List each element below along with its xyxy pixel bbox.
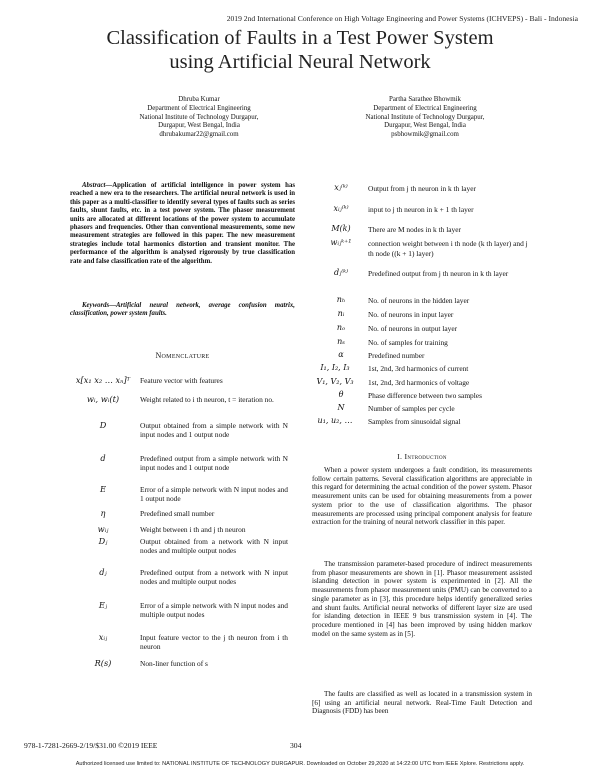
- symbol-entry: nₛ: [337, 337, 345, 346]
- symbol-entry: M(k): [331, 224, 351, 233]
- symbol-definition: Predefined output from j th neuron in k th layer: [368, 269, 509, 278]
- author-email: dhrubakumar22@gmail.com: [159, 131, 239, 139]
- author-inst: National Institute of Technology Durgapur,: [139, 113, 259, 121]
- symbol-definition: connection weight between i th node (k th layer) and j th node ((k + 1) layer): [368, 239, 528, 258]
- nomenclature-symbol: η: [100, 508, 106, 518]
- symbol-definition: Predefined number: [368, 351, 425, 360]
- symbol-definition: No. of neurons in output layer: [368, 324, 458, 333]
- author-dept: Department of Electrical Engineering: [147, 104, 251, 112]
- author-dept: Department of Electrical Engineering: [373, 104, 477, 112]
- symbol-entry: xⱼ⁽ᵏ⁾: [334, 183, 348, 192]
- author-email: psbhowmik@gmail.com: [391, 131, 459, 139]
- section-heading-introduction: I. Introduction: [397, 452, 447, 461]
- nomenclature-symbol: E: [100, 484, 106, 494]
- conference-header: 2019 2nd International Conference on High Voltage Engineering and Power Systems (ICHVEPS) - Bali - Indonesia: [226, 14, 578, 23]
- author-block-2: [310, 96, 540, 140]
- author-name: Partha Sarathee Bhowmik: [389, 96, 461, 103]
- nomenclature-definition: Predefined output from a network with N input nodes and multiple output nodes: [140, 568, 288, 586]
- abstract-text: Application of artificial intelligence in power system has reached a new era to the researchers. The artificial neural network is used in this paper as a multi-classifier to identify several types of faults such as series faults, shunt faults, etc. in a test power system. The phasor measurement units are allocated at different locations of the power system to accumulate phasors and frequencies. Other than conventional measurements, some new measurement strategies are followed in this paper. The new measurement strategies include total harmonics distortion and transient monitor. The performance of the algorithm is analysed rigorously by true classification rate and false classification rate of the algorithm.: [70, 182, 295, 265]
- symbol-definition: Output from j th neuron in k th layer: [368, 184, 476, 193]
- symbol-entry: V₁, V₂, V₃: [316, 377, 354, 386]
- symbol-definition: Number of samples per cycle: [368, 404, 455, 413]
- intro-paragraph-3: The faults are classified as well as located in a transmission system in [6] using an artificial neural network. Real-Time Fault Detection and Diagnosis (FDD) has been: [312, 690, 532, 716]
- symbol-entry: dⱼ⁽ᵏ⁾: [333, 268, 349, 277]
- intro-paragraph-1: When a power system undergoes a fault condition, its measurements follow certain patterns. Several classification algorithms are appreciable in this regard for determining the actual condition of the power system. Phasor measurement units can be used for obtaining measurements from a power system prior to the use of classification algorithms. The phasor measurements are processed using principal component analysis for feature extraction for the training of neural network classifier in this paper.: [312, 466, 532, 527]
- abstract-label: Abstract: [82, 182, 106, 189]
- title-line-2: using Artificial Neural Network: [169, 51, 431, 73]
- author-name: Dhruba Kumar: [178, 96, 220, 103]
- symbol-entry: xᵢⱼ⁽ᵏ⁾: [333, 204, 349, 213]
- symbol-definition: No. of neurons in the hidden layer: [368, 296, 470, 305]
- symbol-entry: θ: [338, 390, 344, 399]
- footer-isbn: 978-1-7281-2669-2/19/$31.00 ©2019 IEEE: [24, 741, 158, 750]
- paper-title: [0, 26, 600, 74]
- nomenclature-definition: Non-liner function of s: [140, 659, 208, 668]
- symbol-definition: No. of neurons in input layer: [368, 310, 454, 319]
- symbol-definition: There are M nodes in k th layer: [368, 225, 461, 234]
- nomenclature-definition: Error of a simple network with N input nodes and 1 output node: [140, 485, 288, 503]
- nomenclature-symbol: dⱼ: [99, 567, 107, 577]
- author-block-1: [84, 96, 314, 140]
- symbol-entry: wᵢⱼᵏ⁺¹: [330, 238, 352, 247]
- symbol-entry: nₒ: [336, 323, 346, 332]
- keywords: Keywords—Artificial neural network, average confusion matrix, classification, power system faults.: [70, 302, 295, 318]
- nomenclature-symbol: wᵢⱼ: [97, 524, 109, 534]
- nomenclature-definition: Feature vector with features: [140, 376, 223, 385]
- license-notice: Authorized licensed use limited to: NATIONAL INSTITUTE OF TECHNOLOGY DURGAPUR. Downloaded on October 29,2020 at 14:22:00 UTC from IEEE Xplore. Restrictions apply.: [75, 761, 525, 767]
- nomenclature-definition: Input feature vector to the j th neuron from i th neuron: [140, 633, 288, 651]
- nomenclature-heading: Nomenclature: [155, 351, 210, 360]
- nomenclature-symbol: Eⱼ: [98, 600, 108, 610]
- nomenclature-symbol: D: [99, 420, 107, 430]
- keywords-text: Artificial neural network, average confusion matrix, classification, power system faults.: [70, 302, 295, 318]
- nomenclature-definition: Weight related to i th neuron, t = iteration no.: [140, 395, 274, 404]
- author-city: Durgapur, West Bengal, India: [158, 122, 240, 130]
- symbol-definition: Phase difference between two samples: [368, 391, 482, 400]
- symbol-definition: 1st, 2nd, 3rd harmonics of current: [368, 364, 469, 373]
- abstract: Abstract—Application of artificial intelligence in power system has reached a new era to the researchers. The artificial neural network is used in this paper as a multi-classifier to identify several types of faults such as series faults, shunt faults, etc. in a test power system. The phasor measurement units are allocated at different locations of the power system to accumulate phasors and frequencies. Other than conventional measurements, some new measurement strategies are followed in this paper. The new measurement strategies include total harmonics distortion and transient monitor. The performance of the algorithm is analysed rigorously by true classification rate and false classification rate of the algorithm.: [70, 182, 295, 265]
- symbol-definition: No. of samples for training: [368, 338, 448, 347]
- nomenclature-symbol: R(s): [94, 658, 112, 668]
- symbol-definition: 1st, 2nd, 3rd harmonics of voltage: [368, 378, 470, 387]
- symbol-entry: u₁, u₂, …: [317, 416, 353, 425]
- nomenclature-definition: Predefined small number: [140, 509, 215, 518]
- title-line-1: Classification of Faults in a Test Power System: [106, 27, 494, 49]
- nomenclature-definition: Weight between i th and j th neuron: [140, 525, 246, 534]
- nomenclature-definition: Predefined output from a simple network with N input nodes and 1 output node: [140, 454, 288, 472]
- symbol-entry: N: [337, 403, 345, 412]
- nomenclature-definition: Output obtained from a network with N input nodes and multiple output nodes: [140, 537, 288, 555]
- symbol-entry: nₕ: [336, 295, 346, 304]
- nomenclature-symbol: x[x₁ x₂ … xₙ]ᵀ: [75, 375, 131, 385]
- symbol-entry: α: [338, 350, 344, 359]
- intro-paragraph-2: The transmission parameter-based procedure of indirect measurements from phasor measurements are shown in [1]. Phasor measurement assisted islanding detection in power system is experimented in [2]. All the measurements from phasor measurement units (PMU) can be converted to a single parameter as in [3], this procedure helps identify generalized series and shunt faults. Artificial neural networks of different layer size are used for islanding detection in IEEE 9 bus transmission system in [4]. The procedure mentioned in [4] has been improved by using hidden markov model on the same system as in [5].: [312, 560, 532, 638]
- nomenclature-symbol: xᵢⱼ: [98, 632, 108, 642]
- nomenclature-symbol: Dⱼ: [98, 536, 108, 546]
- author-city: Durgapur, West Bengal, India: [384, 122, 466, 130]
- page-number: 304: [290, 741, 302, 750]
- symbol-definition: Samples from sinusoidal signal: [368, 417, 461, 426]
- author-inst: National Institute of Technology Durgapur,: [365, 113, 485, 121]
- keywords-label: Keywords: [82, 302, 110, 309]
- nomenclature-definition: Error of a simple network with N input nodes and multiple output nodes: [140, 601, 288, 619]
- symbol-entry: I₁, I₂, I₃: [320, 363, 350, 372]
- symbol-definition: input to j th neuron in k + 1 th layer: [368, 205, 474, 214]
- nomenclature-definition: Output obtained from a simple network with N input nodes and 1 output node: [140, 421, 288, 439]
- nomenclature-symbol: d: [100, 453, 106, 463]
- symbol-entry: nᵢ: [337, 309, 345, 318]
- nomenclature-symbol: wᵢ, wᵢ(t): [86, 394, 120, 404]
